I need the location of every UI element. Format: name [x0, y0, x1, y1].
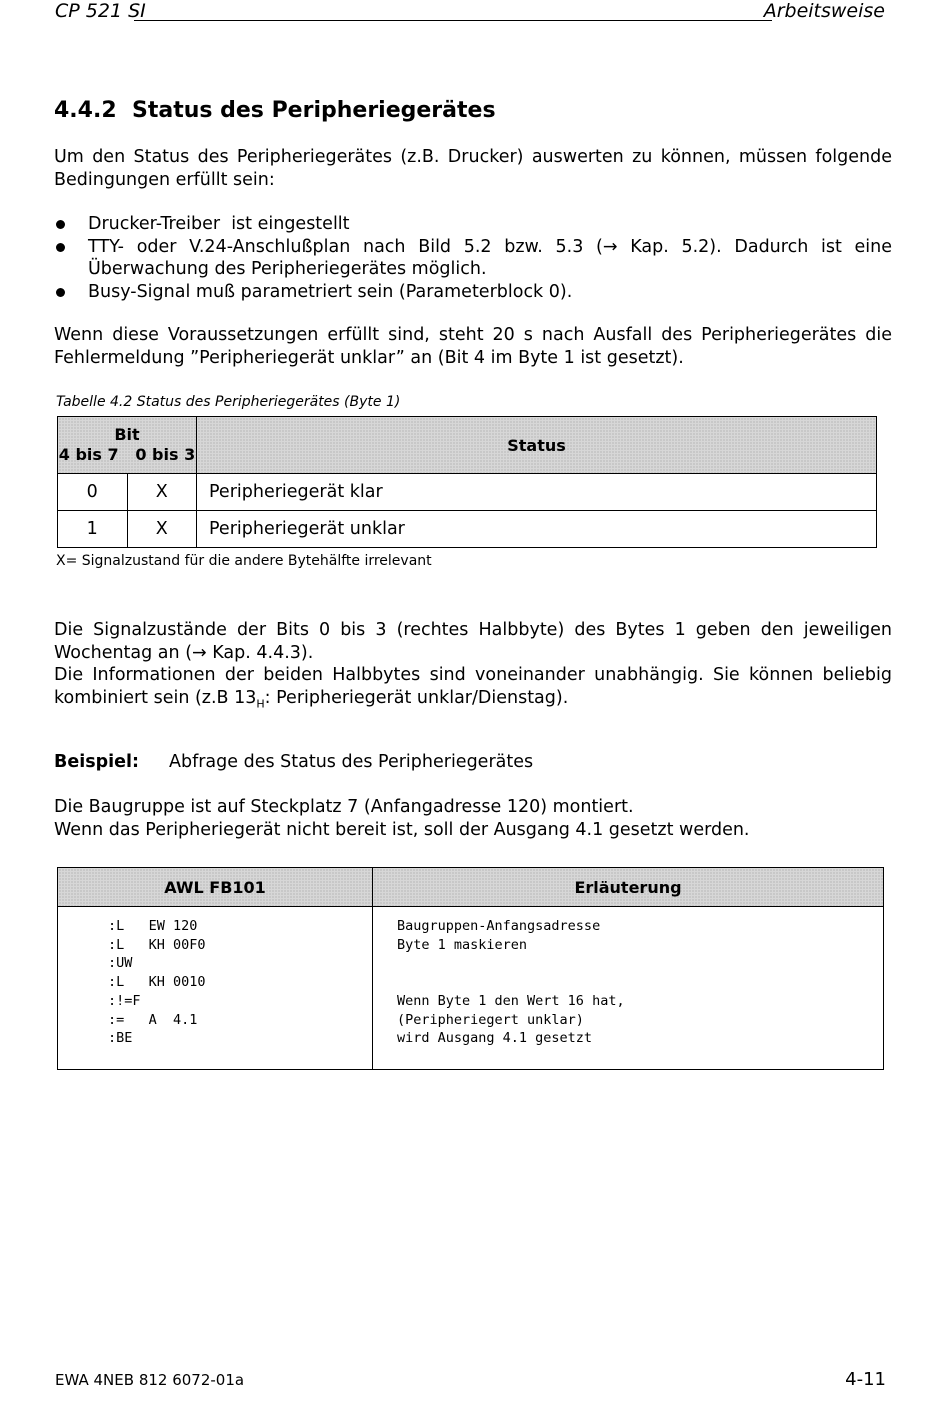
independence-text-end: : Peripheriegerät unklar/Dienstag).: [264, 687, 569, 708]
bullet-icon: [56, 220, 65, 229]
code-header: AWL FB101: [58, 868, 373, 907]
independence-text-start: Die Informationen der beiden Halbbytes sind voneinander unabhängig. Sie können beliebig kombiniert sein (z.B 13: [54, 665, 892, 708]
table-row: [58, 907, 884, 1070]
bit-header-label: Bit: [114, 425, 140, 444]
bit03-cell: X: [127, 474, 197, 511]
bullet-text: Drucker-Treiber ist eingestellt: [88, 214, 350, 234]
hex-subscript: H: [256, 697, 265, 710]
footer-docnumber: EWA 4NEB 812 6072-01a: [55, 1371, 245, 1389]
section-number: 4.4.2: [54, 98, 117, 123]
status-cell: Peripheriegerät unklar: [197, 511, 877, 548]
list-item: [54, 213, 892, 236]
header-right: Arbeitsweise: [763, 0, 885, 22]
bit47-cell: 0: [58, 474, 128, 511]
notes-header: Erläuterung: [373, 868, 884, 907]
status-header: Status: [197, 417, 877, 474]
section-title: Status des Peripheriegerätes: [132, 98, 496, 123]
list-item: [54, 236, 892, 281]
bit-header: [58, 417, 197, 474]
bullet-icon: [56, 243, 65, 252]
bullet-icon: [56, 288, 65, 297]
condition-paragraph: Wenn diese Voraussetzungen erfüllt sind, steht 20 s nach Ausfall des Peripheriegerätes die Fehlermeldung ”Peripheriegerät unklar” an (Bit 4 im Byte 1 ist gesetzt).: [54, 325, 892, 368]
status-table: [57, 416, 877, 548]
section-heading: [54, 98, 496, 123]
example-label: Beispiel:: [54, 752, 140, 772]
table-caption: Tabelle 4.2 Status des Peripheriegerätes (Byte 1): [56, 394, 401, 410]
bit47-cell: 1: [58, 511, 128, 548]
bit03-cell: X: [127, 511, 197, 548]
bullet-list: [54, 213, 892, 303]
example-heading: [54, 752, 533, 772]
example-line: Die Baugruppe ist auf Steckplatz 7 (Anfangadresse 120) montiert.: [54, 797, 634, 817]
code-table: [57, 867, 884, 1070]
table-footnote: X= Signalzustand für die andere Bytehälfte irrelevant: [56, 553, 432, 569]
header-left: CP 521 SI: [55, 0, 146, 22]
independence-text: [54, 664, 892, 716]
bit-header-sub: 4 bis 7 0 bis 3: [58, 445, 196, 464]
example-title: Abfrage des Status des Peripheriegerätes: [169, 752, 534, 772]
example-description: [54, 796, 892, 841]
page-number: 4-11: [845, 1369, 886, 1390]
header-rule: [134, 20, 772, 21]
example-line: Wenn das Peripheriegerät nicht bereit ist, soll der Ausgang 4.1 gesetzt werden.: [54, 819, 750, 840]
table-row: [58, 511, 877, 548]
list-item: [54, 281, 892, 304]
status-cell: Peripheriegerät klar: [197, 474, 877, 511]
bullet-text: TTY- oder V.24-Anschlußplan nach Bild 5.2 bzw. 5.3 (→ Kap. 5.2). Dadurch ist eine Überwachung des Peripheriegerätes möglich.: [88, 236, 892, 279]
code-listing: :L EW 120 :L KH 00F0 :UW :L KH 0010 :!=F := A 4.1 :BE: [58, 907, 373, 1070]
table-row: [58, 474, 877, 511]
halfbyte-paragraph: [54, 619, 892, 716]
bullet-text: Busy-Signal muß parametriert sein (Parameterblock 0).: [88, 281, 573, 302]
intro-paragraph: Um den Status des Peripheriegerätes (z.B. Drucker) auswerten zu können, müssen folgende Bedingungen erfüllt sein:: [54, 147, 892, 190]
weekday-text: Die Signalzustände der Bits 0 bis 3 (rechtes Halbbyte) des Bytes 1 geben den jeweiligen Wochentag an (→ Kap. 4.4.3).: [54, 620, 892, 663]
code-notes: Baugruppen-Anfangsadresse Byte 1 maskieren Wenn Byte 1 den Wert 16 hat, (Peripheriegert unklar) wird Ausgang 4.1 gesetzt: [373, 907, 884, 1070]
